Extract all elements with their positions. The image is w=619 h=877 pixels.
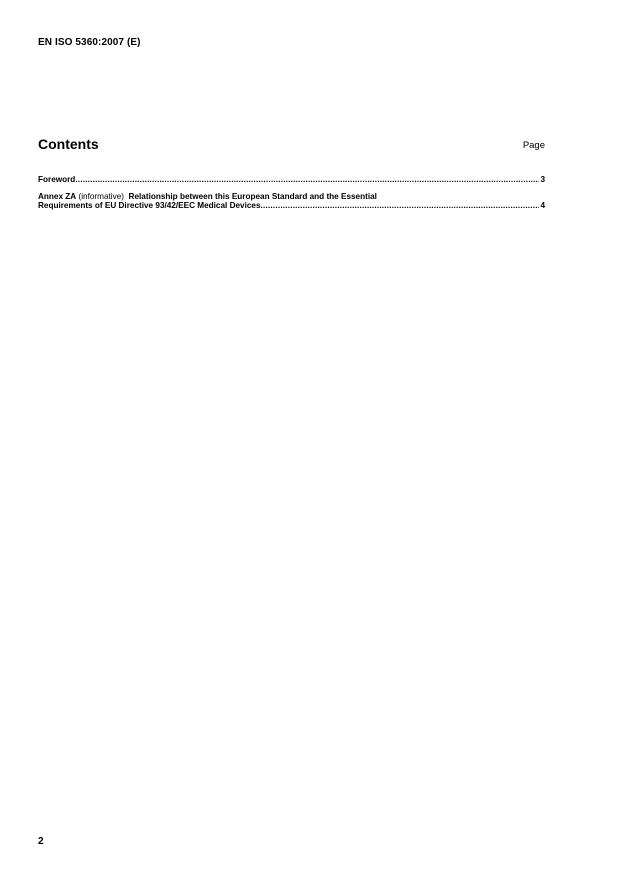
page-column-label: Page: [522, 140, 545, 151]
toc-entry-foreword[interactable]: [38, 175, 545, 185]
toc-entry-annex-title-line2: Requirements of EU Directive 93/42/EEC Medical Devices: [38, 201, 261, 210]
toc-entry-page: 4: [540, 201, 545, 210]
toc-entry-annex-prefix: Annex ZA: [38, 191, 77, 201]
table-of-contents: [38, 175, 545, 218]
contents-title: Contents: [38, 136, 99, 152]
toc-entry-label: Foreword: [38, 175, 76, 184]
toc-entry-annex-title-line1: Relationship between this European Standard and the Essential: [128, 191, 377, 201]
toc-entry-annex-za[interactable]: [38, 192, 545, 211]
toc-dot-leader: [75, 175, 539, 185]
toc-entry-page: 3: [540, 175, 545, 184]
page-number-footer: 2: [38, 836, 44, 847]
toc-entry-annex-note: (informative): [76, 191, 129, 201]
document-id-header: EN ISO 5360:2007 (E): [38, 37, 141, 48]
toc-dot-leader: [261, 201, 540, 211]
